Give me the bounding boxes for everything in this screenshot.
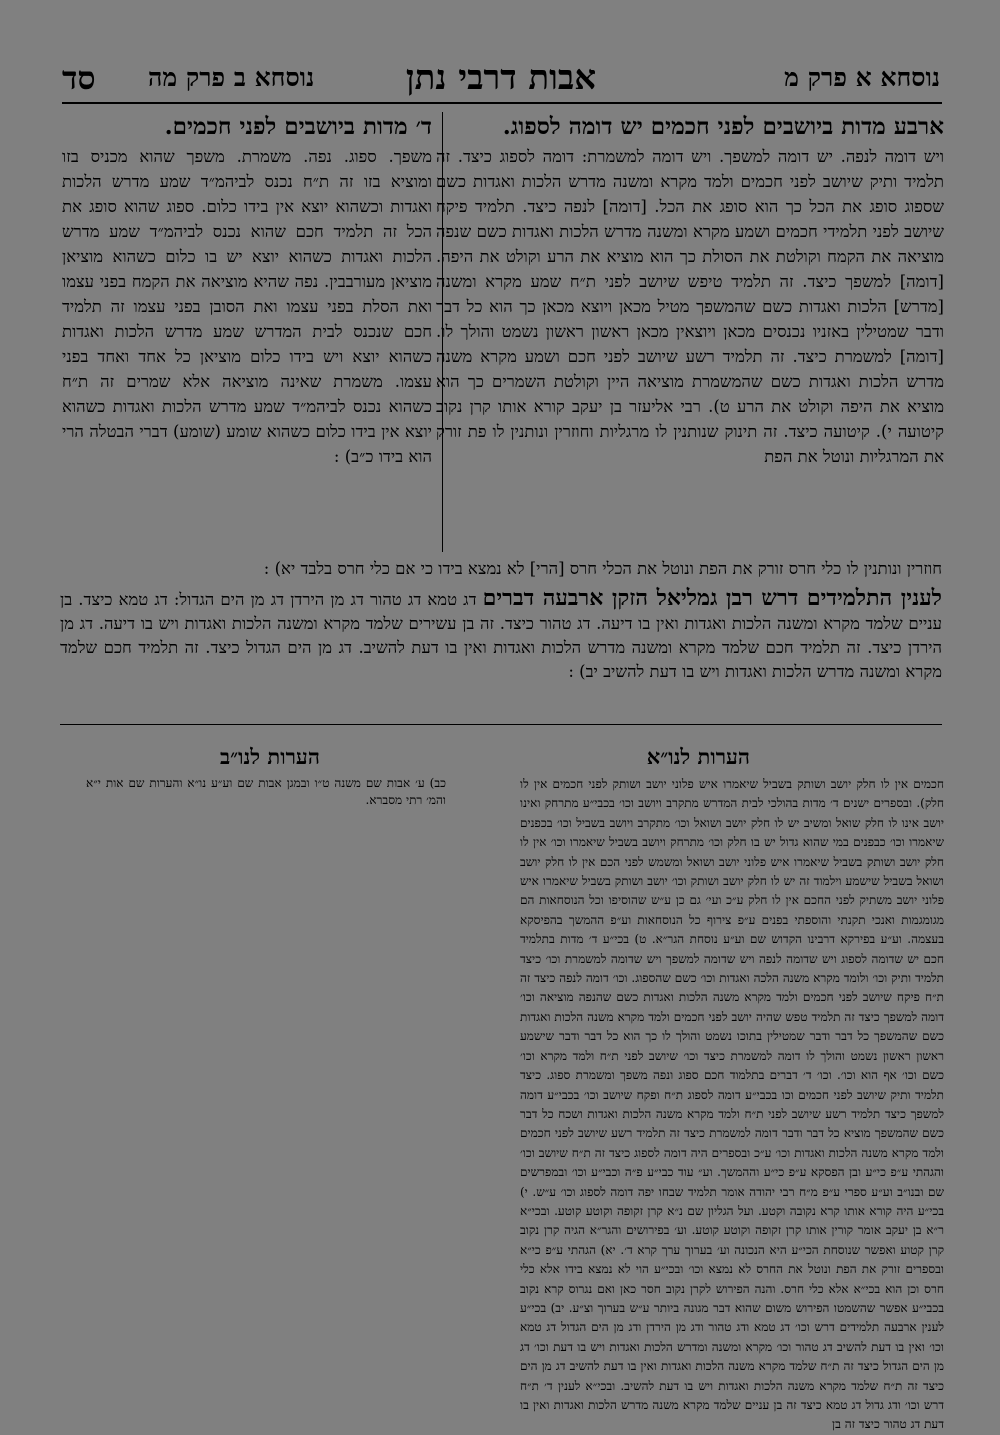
header-version-a-chapter: נוסחא א פרק מ: [784, 63, 940, 92]
closing-heading: לענין התלמידים דרש רבן גמליאל הזקן ארבעה דברים: [482, 585, 942, 611]
version-a-text: ויש דומה לנפה. יש דומה למשפך. ויש דומה למשמרת: דומה לספוג כיצד. זה תלמיד ותיק שיושב לפני חכמים ולמד מקרא ומשנה מדרש הלכות ואגדות כשם שספוג סופג את הכל כך הוא סופג את הכל. [דומה] לנפה כיצד. תלמיד פיקח שיושב לפני תלמידי חכמים ושמע מקרא ומשנה מדרש הלכות ואגדות כשם שנפה מוציאה את הקמח וקולטת את הסולת כך הוא מוציא את הרע וקולט את היפה. [דומה] למשפך כיצד. זה תלמיד טיפש שיושב לפני ת״ח שמע מקרא ומשנה [מדרש] הלכות ואגדות כשם שהמשפך מטיל מכאן ויוצא מכאן כך הוא כל דבר ודבר שמטילין באזניו נכנסים מכאן ויוצאין מכאן ראשון ראשון נשמט והולך לו. [דומה] למשמרת כיצד. זה תלמיד רשע שיושב לפני חכם ושמע מקרא משנה מדרש הלכות ואגדות כשם שהמשמרת מוציאה היין וקולטת השמרים כך הוא מוציא את היפה וקולט את הרע ט). רבי אליעזר בן יעקב קורא אותו קרן נקוב קיטועה י). קיטועה כיצד. זה תינוק שנותנין לו מרגליות וחוזרין ונותנין לו פת זורק את המרגליות ונוטל את הפת: [436, 147, 944, 466]
header-version-b-chapter: נוסחא ב פרק מה: [148, 63, 315, 92]
closing-passage: [60, 586, 942, 684]
version-b-heading: ד׳ מדות ביושבים לפני חכמים.: [164, 113, 432, 140]
version-b-column: [62, 112, 432, 469]
notes-rule: [60, 724, 942, 725]
version-b-text: משפך. ספוג. נפה. משמרת. משפך שהוא מכניס בזו ומוציא בזו זה ת״ח נכנס לביהמ״ד שמע מדרש הלכות ואגדות וכשהוא יוצא אין בידו כלום. ספוג שהוא סופג את הכל זה תלמיד חכם שהוא נכנס לביהמ״ד שמע מדרש הלכות ואגדות כשהוא יוצא יש בו כלום כשהוא מוציאן מוציאן מעורבבין. נפה שהיא מוציאה את הקמח בפני עצמו ואת הסלת בפני עצמו ואת הסובן בפני עצמו זה תלמיד חכם שנכנס לבית המדרש שמע מדרש הלכות ואגדות כשהוא יוצא ויש בידו כלום מוציאן כל אחד ואחד בפני עצמו. משמרת שאינה מוציאה אלא שמרים זה ת״ח כשהוא נכנס לביהמ״ד שמע מדרש הלכות ואגדות כשהוא יוצא אין בידו כלום כשהוא שומע (שומע) דברי הבטלה הרי הוא בידו כ״ב) :: [62, 147, 432, 466]
notes-b-title: הערות לנו״ב: [220, 744, 320, 769]
notes-a-text: חכמים אין לו חלק יושב ושותק בשביל שיאמרו איש פלוני יושב ושותק לפני חכמים אין לו חלק). ובספרים ישנים ד׳ מדות בהולכי לבית המדרש מתקרב ויושב וכו׳ בכבי״ע מתרחק ואינו יושב אינו לו חלק שואל ומשיב יש לו חלק יושב ושואל וכו׳ מתקרב ויושב בשביל וכו׳ בכפנים שיאמרו וכו׳ כבפנים במי שהוא גדול יש בו חלק וכו׳ מתרחק ויושב בשביל שיאמרו וכו׳ אין לו חלק יושב ושותק בשביל שיאמרו איש פלוני יושב ושואל ומשמש לפני הכם אין לו חלק יושב ושואל בשביל שישמע וילמוד זה יש לו חלק יושב ושותק וכו׳ יושב ושותק בשביל שיאמרו איש פלוני יושב משתיק לפני החכם אין לו חלק ע״כ ועי׳ גם כן ע״ש שהוסיפו וכל הנוסחאות הם מגומגמות ואנכי תקנתי והוספתי בפנים ע״פ צירוף כל הנוסחאות וע״פ ההמשך בהפיסקא בעצמה. וע״ע בפירקא דרבינו הקדוש שם וע״ע נוסחת הגר״א. ט) בכי״ע ד׳ מדות בתלמיד חכם יש שדומה לספוג ויש שדומה לנפה ויש שדומה למשפך ויש שדומה למשמרת וכו׳ כיצד תלמיד ותיק וכו׳ ולומד מקרא משנה הלכה ואגדות וכו׳ כשם שהספוג. וכו׳ דומה לנפה כיצד זה ת״ח פיקח שיושב לפני חכמים ולמד מקרא משנה הלכות ואגדות כשם שהנפה מוציאה וכו׳ דומה למשפך כיצד זה תלמיד טפש שהיה יושב לפני חכמים ולמד מקרא משנה הלכות ואגדות כשם שהמשפך כל דבר ודבר שמטילין בתוכו נשמט והולך לו כך הוא כל דבר ודבר שישמע ראשון ראשון נשמט והולך לו דומה למשמרת כיצד וכו׳ שיושב לפני ת״ח ולמד מקרא וכו׳ כשם וכו׳ אף הוא וכו׳. וכו׳ ד׳ דברים בתלמוד חכם ספוג ונפה משפך ומשמרת ספוג. כיצד תלמיד ותיק שיושב לפני חכמים וכו בכבי״ע דומה לספוג ת״ח ופקח שיושב וכו׳ בכבי״ע דומה למשפך כיצד תלמיד רשע שיושב לפני ת״ח ולמד מקרא משנה הלכות ואגדות ושכח כל דבר כשם שהמשפך מוציא כל דבר ודבר דומה למשמרת כיצד זה תלמיד רשע שיושב לפני חכמים ולמד מקרא משנה הלכות ואגדות וכו׳ ע״כ ובספרים היה דומה לספוג כיצד זה ת״ח שיושב וכו׳ והגהתי ע״פ כי״ע ובן הפסקא ע״פ כי״ע וההמשך. וע״ עוד כבי״ע פ״ה וכבי״ע וכו׳ ובמפרשים שם ובנו״ב וע״ע ספרי ע״פ מ״ח רבי יהודה אומר תלמיד שבחו יפה דומה לספוג וכו׳ ע״ש. י) בכי״ע היה קורא אותו קרא נקובה וקטע. ועל הגליון שם נ״א קרן זקופה וקוטע קוטע. ובכי״א ר״א בן יעקב אומר קורין אותו קרן זקופה וקוטע קוטע. וע׳ בפירושים והגר״א הגיה קרן נקוב קרן קטוע ואפשר שנוסחת הכי״ע היא הנכונה וע׳ בערוך ערך קרא ד׳. יא) הגהתי ע״פ כי״א ובספרים זורק את הפת ונוטל את החרס לא נמצא וכו׳ ובכי״ע הוי לא נמצא בידו אלא כלי חרס וכן הוא בכי״א אלא כלי חרס. והנה הפירוש לקרן נקוב חסר כאן ואם נגרוס קרא נקוב בכבי״ע אפשר שהשמטו הפירוש משום שהוא דבר מגונה ביותר ע״ש בערוך וצ״ע. יב) בכי״ע לענין ארבעה תלמידים דרש וכו׳ דג טמא ודג טהור ודג מן הירדן ודג מן הים הגדול דג טמא וכו׳ ואין בו דעת להשיב דג טהור וכו׳ מקרא ומשנה ומדרש הלכות ואגדות ויש בו דעת וכו׳ דג מן הים הגדול כיצד זה ת״ח שלמד מקרא משנה הלכות ואגדות ואין בו דעת להשיב דג מן הים כיצד זה ת״ח שלמד מקרא משנה הלכות ואגדות ויש בו דעת להשיב. ובכי״א לענין ד׳ ת״ח דרש וכו׳ ודג גדול דג טמא כיצד זה בן עניים שלמד מקרא משנה מדרש הלכות ואגדות ואין בו דעת דג טהור כיצד זה בן: [520, 777, 945, 1432]
version-a-column: [436, 112, 944, 469]
running-header: [62, 56, 940, 100]
closing-text: דג טמא דג טהור דג מן הירדן דג מן הים הגדול: דג טמא כיצד. בן עניים שלמד מקרא ומשנה הלכות ואגדות ואין בו דיעה. דג טהור כיצד. זה בן עשירים שלמד מקרא ומשנה הלכות ואגדות ויש בו דיעה. דג מן הירדן כיצד. זה תלמיד חכם שלמד מקרא ומשנה מדרש הלכות ואגדות ואין בו דעת להשיב. דג מן הים הגדול כיצד. זה תלמיד חכם שלמד מקרא ומשנה מדרש הלכות ואגדות ויש בו דעת להשיב יב) :: [60, 590, 942, 681]
notes-a-title: הערות לנו״א: [646, 744, 750, 769]
notes-a-block: [60, 775, 944, 1435]
column-divider: [442, 112, 443, 552]
notes-b-text: כב) ע׳ אבות שם משנה ט״ו ובמגן אבות שם וע״ע נו״א והערות שם אות י״א והמ׳ רתי מסברא.: [86, 776, 446, 807]
page-number: סד: [62, 59, 96, 97]
closing-line: חוזרין ונותנין לו כלי חרס זורק את הפת ונוטל את הכלי חרס [הרי] לא נמצא בידו כי אם כלי חרס בלבד יא) :: [263, 559, 942, 578]
header-book-title: אבות דרבי נתן: [405, 58, 597, 98]
version-a-heading: ארבע מדות ביושבים לפני חכמים יש דומה לספוג.: [502, 113, 944, 140]
header-rule: [62, 102, 942, 104]
